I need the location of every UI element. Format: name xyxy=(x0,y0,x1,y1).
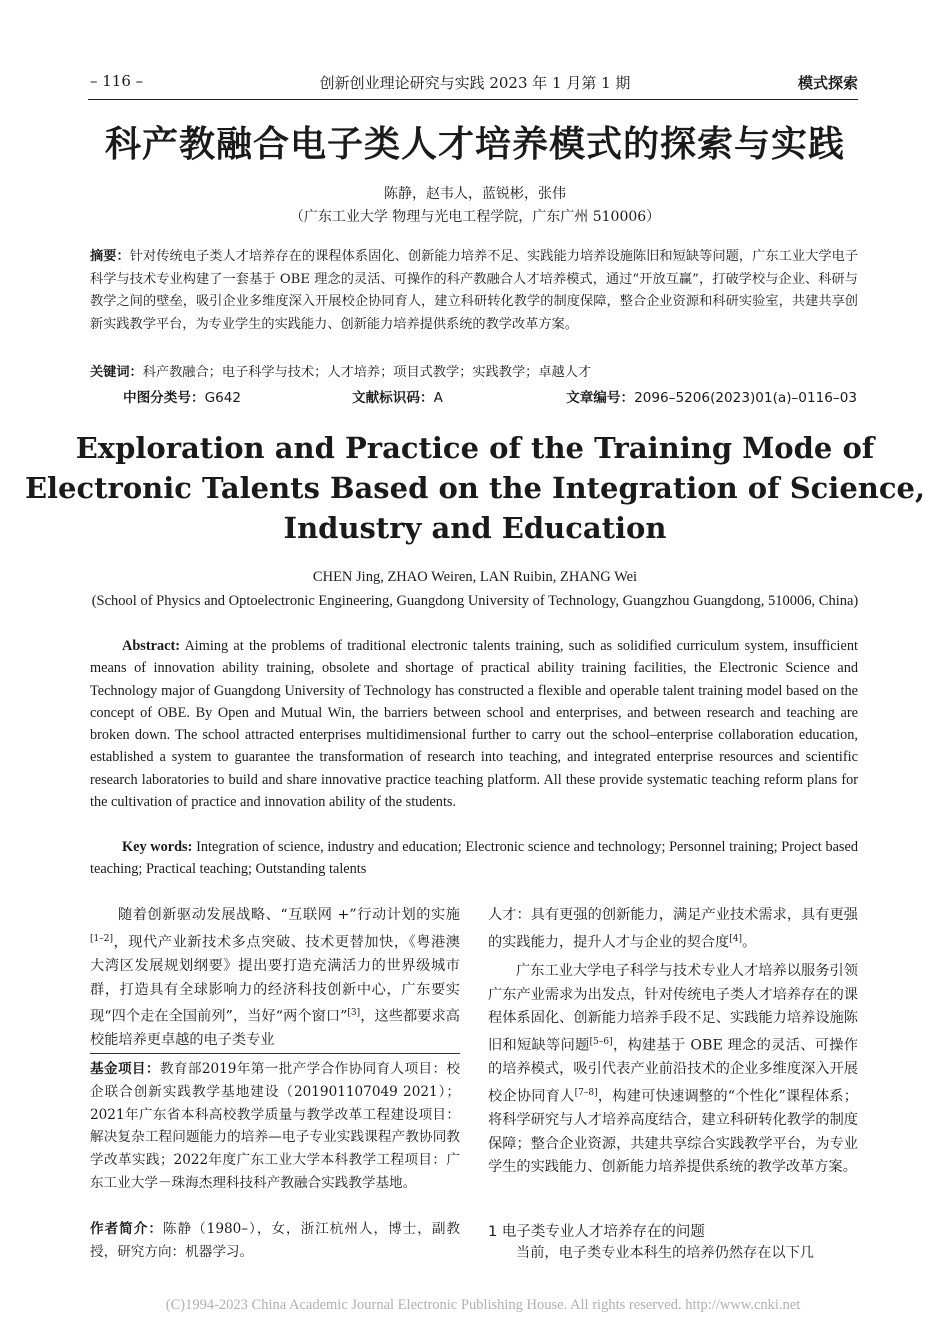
authors-en: CHEN Jing, ZHAO Weiren, LAN Ruibin, ZHANG Wei xyxy=(312,569,638,585)
section-paragraph: 当前，电子类专业本科生的培养仍然存在以下几 xyxy=(516,1245,814,1261)
fund-label: 基金项目： xyxy=(90,1061,160,1077)
author-label: 作者简介： xyxy=(90,1221,163,1237)
body-text: ，构建基于 OBE 理念的灵活、可操作的培养模式，吸引代表产业前沿技术的企业多维度深入开展校企协同育人 xyxy=(488,1037,858,1105)
affiliation-cn: （广东工业大学 物理与光电工程学院，广东广州 510006） xyxy=(289,209,661,225)
abstract-en xyxy=(90,635,858,813)
footnote-rule xyxy=(90,1053,460,1054)
journal-info: 创新创业理论研究与实践 2023 年 1 月第 1 期 xyxy=(319,74,631,92)
author-note xyxy=(90,1218,460,1264)
doc-code xyxy=(352,386,443,406)
title-en-line: Industry and Education xyxy=(283,511,667,545)
clc-value: G642 xyxy=(204,390,242,406)
title-en xyxy=(0,428,950,548)
title-en-line: Exploration and Practice of the Training Mode of xyxy=(75,431,875,465)
authors-cn: 陈静，赵韦人，蓝锐彬，张伟 xyxy=(384,186,566,202)
keywords-en xyxy=(90,836,858,881)
section-name: 模式探索 xyxy=(797,74,858,92)
intro-text: 人才：具有更强的创新能力，满足产业技术需求，具有更强的实践能力，提升人才与企业的契合度 xyxy=(488,907,858,951)
abstract-en-label: Abstract: xyxy=(122,638,180,654)
fund-text: 教育部2019年第一批产学合作协同育人项目：校企联合创新实践教学基地建设（201901107049 2021）；2021年广东省本科高校教学质量与教学改革工程建设项目：解决复杂工程问题能力的培养—电子专业实践课程产教协同教学改革实践；2022年度广东工业大学本科教学工程项目：广东工业大学－珠海杰理科技科产教融合实践教学基地。 xyxy=(90,1061,461,1191)
title-cn: 科产教融合电子类人才培养模式的探索与实践 xyxy=(104,123,845,165)
abstract-cn-text: 针对传统电子类人才培养存在的课程体系固化、创新能力培养不足、实践能力培养设施陈旧和短缺等问题，广东工业大学电子科学与技术专业构建了一套基于 OBE 理念的灵活、可操作的科产教融合人才培养模式，通过“开放互赢”，打破学校与企业、科研与教学之间的壁垒，吸引企业多维度深入开展校企协同育人，建立科研转化教学的制度保障，整合企业资源和科研实验室，共建共享创新实践教学平台，为专业学生的实践能力、创新能力培养提供系统的教学改革方案。 xyxy=(90,249,859,332)
intro-text: 随着创新驱动发展战略、“互联网 +”行动计划的实施 xyxy=(118,907,460,923)
citation: [3] xyxy=(347,1008,361,1019)
section-heading: 1 电子类专业人才培养存在的问题 xyxy=(488,1224,705,1240)
header-rule xyxy=(88,99,858,100)
keywords-cn xyxy=(90,362,858,385)
body-text: ，构建可快速调整的“个性化”课程体系；将科学研究与人才培养高度结合，建立科研转化教学的制度保障；整合企业资源，共建共享综合实践教学平台，为专业学生的实践能力、创新能力培养提供系统的教学改革方案。 xyxy=(488,1088,858,1176)
clc-label: 中图分类号： xyxy=(123,390,205,406)
citation: [1–2] xyxy=(90,933,113,944)
keywords-cn-text: 科产教融合；电子科学与技术；人才培养；项目式教学；实践教学；卓越人才 xyxy=(142,365,592,380)
keywords-en-text: Integration of science, industry and education; Electronic science and technology; Personnel training; Project based teaching; Practical teaching; Outstanding talents xyxy=(90,839,858,878)
doc-label: 文献标识码： xyxy=(352,390,434,406)
fund-note xyxy=(90,1058,460,1195)
page-number: – 116 – xyxy=(90,72,144,90)
citation: [7–8] xyxy=(574,1087,598,1098)
article-value: 2096–5206(2023)01(a)–0116–03 xyxy=(634,390,857,406)
abstract-en-text: Aiming at the problems of traditional electronic talents training, such as solidified curriculum system, insufficient means of innovation ability training, obsolete and shortage of practical ability training facilities, the Electronic Science and Technology major of Guangdong University of Technology has constructed a flexible and operable talent training model based on the concept of OBE. By Open and Mutual Win, the barriers between school and enterprises, and between research and teaching are broken down. The school attracted enterprises multidimensional further to carry out the school–enterprise collaboration education, established a system to guarantee the transformation of research into teaching, and integrated enterprise resources and scientific research laboratories to build and share innovative practice teaching platform. All these provide systematic teaching reform plans for the cultivation of practice and innovation ability of the students. xyxy=(90,638,858,811)
article-label: 文章编号： xyxy=(566,390,635,406)
title-en-line: Electronic Talents Based on the Integration of Science, xyxy=(24,471,926,505)
author-text: 陈静（1980–），女，浙江杭州人，博士，副教授，研究方向：机器学习。 xyxy=(90,1221,461,1260)
intro-paragraph-right xyxy=(488,904,858,955)
copyright-footer: (C)1994-2023 China Academic Journal Electronic Publishing House. All rights reserved. http://www.cnki.net xyxy=(165,1297,801,1313)
citation: [4] xyxy=(729,933,742,944)
keywords-en-label: Key words: xyxy=(122,839,193,855)
abstract-cn-label: 摘要： xyxy=(90,249,130,264)
clc-number xyxy=(123,386,241,406)
intro-text: ，这些都要求高校能培养更卓越的电子类专业 xyxy=(90,1008,460,1049)
intro-text: 。 xyxy=(741,934,757,951)
intro-paragraph-left xyxy=(90,904,460,1053)
intro-text: ，现代产业新技术多点突破、技术更替加快，《粤港澳大湾区发展规划纲要》提出要打造充满活力的世界级城市群，打造具有全球影响力的经济科技创新中心，广东要实现“四个走在全国前列”，当好“两个窗口” xyxy=(90,934,460,1025)
body-text: 广东工业大学电子科学与技术专业人才培养以服务引领广东产业需求为出发点，针对传统电子类人才培养存在的课程体系固化、创新能力培养手段不足、实践能力培养设施陈旧和短缺等问题 xyxy=(488,963,858,1054)
doc-value: A xyxy=(433,390,443,406)
abstract-cn xyxy=(90,246,858,336)
background-paragraph xyxy=(488,960,858,1180)
keywords-cn-label: 关键词： xyxy=(90,365,143,380)
citation: [5–6] xyxy=(589,1036,613,1047)
article-number xyxy=(566,386,857,406)
affiliation-en: (School of Physics and Optoelectronic Engineering, Guangdong University of Technology, Guangzhou Guangdong, 510006, China) xyxy=(91,593,859,609)
